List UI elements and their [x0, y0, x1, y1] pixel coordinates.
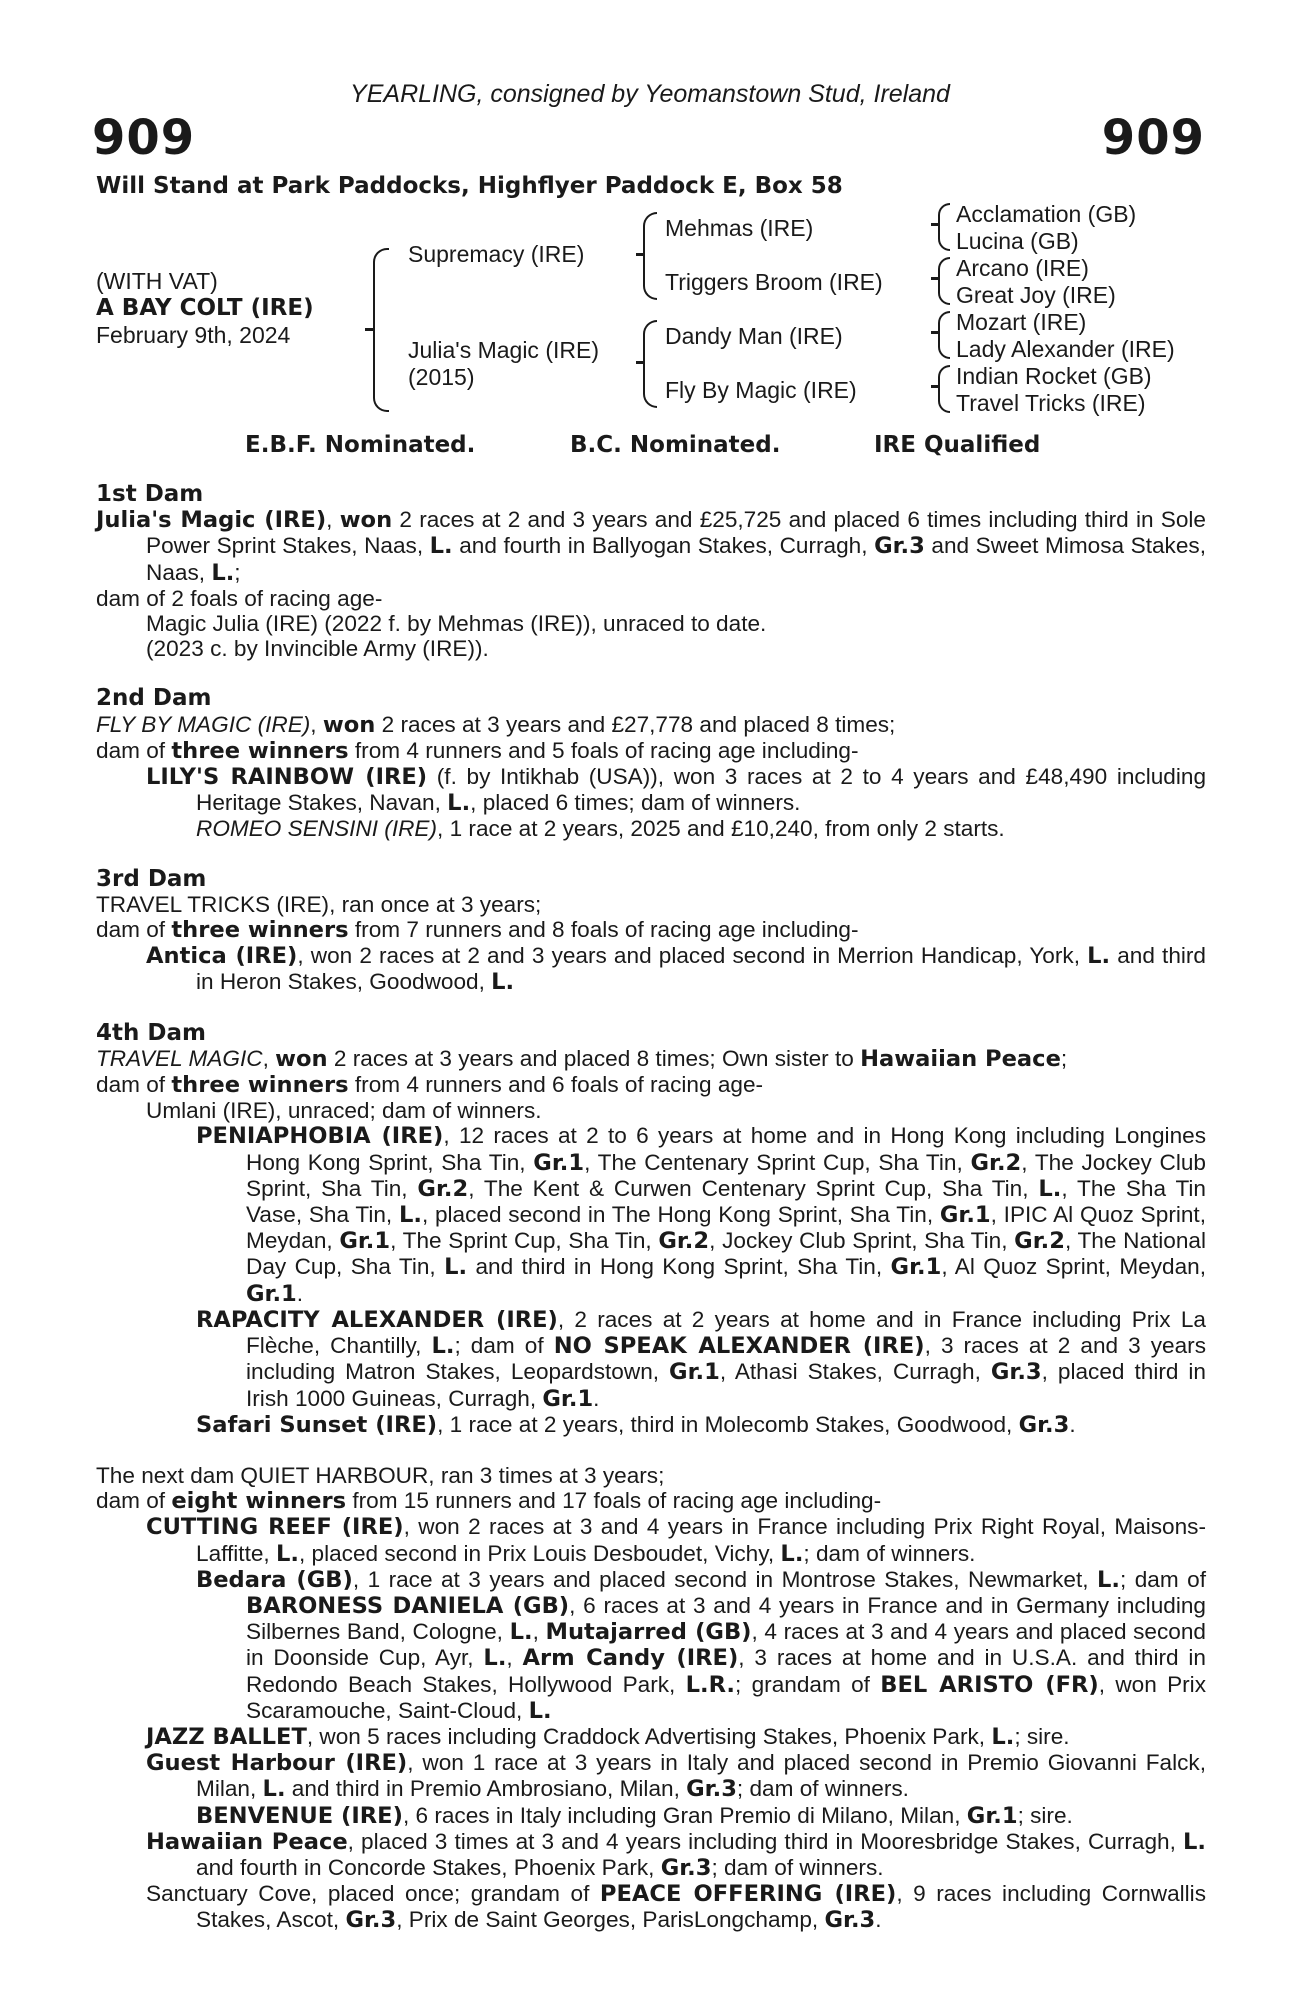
text: , won 5 races including Craddock Advertising Stakes, Phoenix Park,	[306, 1723, 992, 1749]
text: ;	[1060, 1045, 1068, 1071]
horse-name: BARONESS DANIELA (GB)	[246, 1592, 570, 1619]
text: , won 2 races at 3 and 4 years in France including Prix Right Royal, Maisons-Laffitte,	[196, 1514, 1207, 1566]
text: .	[593, 1385, 600, 1411]
text: , The Sha Tin Vase, Sha Tin,	[246, 1175, 1206, 1228]
horse-name: TRAVEL MAGIC	[96, 1045, 263, 1071]
winners-count: three winners	[171, 737, 349, 764]
fourth-dam-grandproduce-2	[96, 1307, 1206, 1412]
group-grade: Gr.1	[939, 1202, 991, 1229]
next-dam-produce-2	[96, 1724, 1206, 1750]
pedigree-brace-main	[373, 248, 389, 412]
pedigree-dam-sire: Dandy Man (IRE)	[665, 323, 843, 349]
pedigree-ddd: Travel Tricks (IRE)	[956, 390, 1146, 416]
pedigree-brace-sire-point	[636, 253, 645, 256]
text: , 1 race at 2 years, 2025 and £10,240, from only 2 starts.	[437, 816, 1005, 842]
text: and third in Heron Stakes, Goodwood,	[196, 943, 1206, 995]
horse-name: Arm Candy (IRE)	[522, 1645, 739, 1672]
text: ;	[234, 559, 241, 585]
text: and fourth in Ballyogan Stakes, Curragh,	[452, 533, 875, 559]
listed-grade: L.	[483, 1645, 507, 1672]
text: dam of	[96, 1488, 172, 1514]
first-dam-heading: 1st Dam	[96, 481, 204, 507]
group-grade: Gr.3	[824, 1907, 876, 1934]
listed-grade: L.	[211, 559, 235, 586]
horse-name: Guest Harbour (IRE)	[146, 1750, 408, 1777]
fourth-dam-record	[96, 1046, 1206, 1072]
text: ,	[310, 711, 323, 737]
spacer	[96, 661, 1206, 686]
consignor-line: YEARLING, consigned by Yeomanstown Stud, Ireland	[350, 80, 950, 108]
text: , The National Day Cup, Sha Tin,	[246, 1228, 1206, 1280]
winners-count: three winners	[171, 917, 349, 944]
ebf-nomination: E.B.F. Nominated.	[245, 432, 476, 458]
text: and third in Premio Ambrosiano, Milan,	[285, 1776, 687, 1802]
horse-name: BENVENUE (IRE)	[196, 1802, 403, 1829]
listed-grade: L.	[780, 1540, 804, 1567]
horse-name: ROMEO SENSINI (IRE)	[196, 816, 438, 842]
group-grade: Gr.2	[658, 1228, 710, 1255]
fourth-dam-heading: 4th Dam	[96, 1019, 206, 1046]
fourth-dam-section	[96, 1021, 1206, 1438]
won-label: won	[275, 1045, 328, 1072]
group-grade: Gr.2	[970, 1149, 1022, 1176]
ire-qualified: IRE Qualified	[874, 432, 1041, 458]
text: dam of	[96, 1072, 172, 1098]
text: 2 races at 3 years and placed 8 times; Own sister to	[327, 1045, 861, 1071]
spacer	[96, 842, 1206, 867]
text: and fourth in Concorde Stakes, Phoenix Park,	[196, 1854, 661, 1880]
group-grade: Gr.3	[990, 1359, 1042, 1386]
text: ; dam of	[1120, 1566, 1206, 1592]
text: , 6 races in Italy including Gran Premio di Milano, Milan,	[402, 1802, 967, 1828]
second-dam-produce-2	[96, 816, 1206, 841]
pedigree-brace-sd-point	[931, 277, 940, 280]
text: 2 races at 3 years and £27,778 and placed 8 times;	[375, 711, 896, 737]
text: .	[296, 1280, 304, 1306]
listed-grade: L.	[1183, 1828, 1206, 1855]
next-dam-produce-intro	[96, 1488, 1206, 1514]
third-dam-section	[96, 867, 1206, 996]
horse-name: Julia's Magic (IRE)	[96, 507, 327, 534]
text: , The Jockey Club Sprint, Sha Tin,	[246, 1149, 1206, 1201]
winners-count: eight winners	[171, 1488, 347, 1515]
text: Sanctuary Cove, placed once; grandam of	[146, 1881, 600, 1907]
fourth-dam-grandproduce-1	[96, 1123, 1206, 1306]
horse-name: PENIAPHOBIA (IRE)	[196, 1123, 444, 1150]
listed-grade: L.	[275, 1540, 299, 1567]
text: , 6 races at 3 and 4 years in France and in Germany including Silbernes Band, Cologne,	[246, 1592, 1206, 1645]
pedigree-notes	[96, 482, 1206, 1934]
text: , The Kent & Curwen Centenary Sprint Cup, Sha Tin,	[468, 1175, 1039, 1201]
group-grade: Gr.1	[339, 1228, 391, 1255]
group-grade: Gr.3	[1018, 1411, 1070, 1438]
first-dam-produce-intro: dam of 2 foals of racing age-	[96, 585, 383, 611]
pedigree-brace-main-point	[365, 328, 374, 331]
third-dam-record: TRAVEL TRICKS (IRE), ran once at 3 years;	[96, 891, 542, 917]
second-dam-record	[96, 712, 1206, 738]
horse-name: LILY'S RAINBOW (IRE)	[146, 764, 428, 791]
text: ,	[532, 1619, 546, 1645]
pedigree-brace-sire	[643, 212, 657, 300]
next-dam-grandproduce-2	[96, 1803, 1206, 1829]
text: , Jockey Club Sprint, Sha Tin,	[709, 1228, 1015, 1254]
pedigree-brace-dd-point	[931, 385, 940, 388]
text: , 4 races at 3 and 4 years and placed second in Doonside Cup, Ayr,	[246, 1619, 1206, 1671]
text: dam of	[96, 917, 172, 943]
stand-location: Will Stand at Park Paddocks, Highflyer Paddock E, Box 58	[96, 173, 843, 199]
text: , placed 6 times; dam of winners.	[470, 790, 801, 816]
pedigree-dsd: Lady Alexander (IRE)	[956, 336, 1175, 362]
text: from 7 runners and 8 foals of racing age including-	[348, 917, 859, 943]
text: ; dam of	[454, 1333, 554, 1359]
next-dam-produce-5	[96, 1881, 1206, 1933]
pedigree-brace-dam	[643, 320, 657, 408]
first-dam-produce-1: Magic Julia (IRE) (2022 f. by Mehmas (IRE)), unraced to date.	[146, 611, 767, 637]
next-dam-record: The next dam QUIET HARBOUR, ran 3 times at 3 years;	[96, 1462, 665, 1488]
listed-grade: L.	[509, 1619, 533, 1646]
pedigree-dss: Mozart (IRE)	[956, 309, 1087, 335]
winners-count: three winners	[171, 1072, 349, 1099]
fourth-dam-produce-1: Umlani (IRE), unraced; dam of winners.	[146, 1098, 542, 1124]
text: , won 2 races at 2 and 3 years and placed second in Merrion Handicap, York,	[297, 943, 1088, 969]
text: , 12 races at 2 to 6 years at home and in Hong Kong including Longines Hong Kong Sprint, Sha Tin,	[246, 1123, 1206, 1175]
text: , placed third in Irish 1000 Guineas, Curragh,	[246, 1359, 1207, 1411]
next-dam-grandproduce-1	[96, 1567, 1206, 1724]
text: ; sire.	[1017, 1802, 1073, 1828]
group-grade: Gr.3	[874, 533, 925, 560]
pedigree-sire: Supremacy (IRE)	[408, 241, 585, 267]
text: , placed 3 times at 3 and 4 years including third in Mooresbridge Stakes, Curragh,	[347, 1828, 1183, 1854]
listed-grade: L.R.	[685, 1671, 736, 1698]
group-grade: Gr.1	[533, 1149, 585, 1176]
next-dam-produce-4	[96, 1829, 1206, 1881]
text: , IPIC Al Quoz Sprint, Meydan,	[246, 1202, 1206, 1254]
group-grade: Gr.1	[246, 1280, 297, 1307]
group-grade: Gr.2	[417, 1175, 469, 1202]
text: , won Prix Scaramouche, Saint-Cloud,	[246, 1671, 1206, 1723]
text: , placed second in Prix Louis Desboudet, Vichy,	[298, 1540, 781, 1566]
text: , 1 race at 3 years and placed second in Montrose Stakes, Newmarket,	[352, 1566, 1098, 1592]
pedigree-brace-ds	[938, 311, 950, 359]
fourth-dam-grandproduce-3	[96, 1412, 1206, 1438]
text: ; dam of winners.	[736, 1776, 909, 1802]
vat-label: (WITH VAT)	[96, 268, 218, 294]
listed-grade: L.	[491, 969, 515, 996]
text: , placed second in The Hong Kong Sprint, Sha Tin,	[421, 1202, 940, 1228]
text: , The Centenary Sprint Cup, Sha Tin,	[584, 1149, 971, 1175]
text: dam of	[96, 737, 172, 763]
lot-number-right: 909	[1101, 110, 1205, 166]
won-label: won	[339, 507, 393, 534]
text: from 15 runners and 17 foals of racing age including-	[346, 1488, 882, 1514]
horse-name: Bedara (GB)	[196, 1566, 353, 1593]
lot-number-left: 909	[92, 110, 196, 166]
pedigree-ssd: Lucina (GB)	[956, 228, 1079, 254]
second-dam-heading: 2nd Dam	[96, 685, 212, 712]
text: and Sweet Mimosa Stakes, Naas,	[146, 533, 1206, 585]
group-grade: Gr.3	[345, 1907, 397, 1934]
pedigree-brace-dd	[938, 365, 950, 413]
pedigree-sss: Acclamation (GB)	[956, 201, 1137, 227]
text: , won 1 race at 3 years in Italy and placed second in Premio Giovanni Falck, Milan,	[196, 1750, 1207, 1802]
text: ,	[326, 507, 340, 533]
listed-grade: L.	[1097, 1566, 1120, 1593]
text: , The Sprint Cup, Sha Tin,	[390, 1228, 659, 1254]
text: , 3 races at home and in U.S.A. and third in Redondo Beach Stakes, Hollywood Park,	[246, 1645, 1206, 1697]
horse-name: BEL ARISTO (FR)	[880, 1671, 1099, 1698]
listed-grade: L.	[991, 1723, 1015, 1750]
horse-name: Antica (IRE)	[146, 943, 298, 970]
text: , Prix de Saint Georges, ParisLongchamp,	[396, 1907, 825, 1933]
pedigree-dds: Indian Rocket (GB)	[956, 363, 1152, 389]
text: ; sire.	[1014, 1723, 1070, 1749]
spacer	[96, 996, 1206, 1021]
text: , Al Quoz Sprint, Meydan,	[941, 1254, 1206, 1280]
pedigree-sire-dam: Triggers Broom (IRE)	[665, 269, 883, 295]
second-dam-produce-1	[96, 764, 1206, 816]
listed-grade: L.	[1087, 943, 1111, 970]
text: .	[875, 1907, 882, 1933]
bc-nomination: B.C. Nominated.	[570, 432, 781, 458]
won-label: won	[322, 711, 376, 738]
pedigree-sire-sire: Mehmas (IRE)	[665, 215, 814, 241]
horse-name: CUTTING REEF (IRE)	[146, 1514, 404, 1541]
fourth-dam-produce-intro	[96, 1072, 1206, 1098]
listed-grade: L.	[429, 533, 453, 560]
foaling-date: February 9th, 2024	[96, 322, 291, 348]
group-grade: Gr.1	[669, 1359, 720, 1386]
text: ; dam of winners.	[711, 1854, 884, 1880]
first-dam-produce-2: (2023 c. by Invincible Army (IRE)).	[146, 636, 489, 662]
horse-name: Safari Sunset (IRE)	[196, 1411, 438, 1438]
text: ,	[262, 1045, 276, 1071]
group-grade: Gr.1	[542, 1385, 594, 1412]
next-dam-produce-3	[96, 1750, 1206, 1802]
spacer	[96, 1438, 1206, 1463]
text: , 9 races including Cornwallis Stakes, Ascot,	[196, 1881, 1206, 1933]
horse-name: Mutajarred (GB)	[545, 1619, 752, 1646]
listed-grade: L.	[262, 1776, 286, 1803]
horse-name: RAPACITY ALEXANDER (IRE)	[196, 1306, 558, 1333]
listed-grade: L.	[444, 1254, 468, 1281]
group-grade: Gr.1	[890, 1254, 942, 1281]
text: from 4 runners and 6 foals of racing age-	[348, 1072, 764, 1098]
horse-name: FLY BY MAGIC (IRE)	[96, 711, 311, 737]
third-dam-heading: 3rd Dam	[96, 865, 207, 892]
horse-name: Hawaiian Peace	[146, 1828, 348, 1855]
first-dam-record	[96, 507, 1206, 586]
text: ; grandam of	[735, 1671, 881, 1697]
text: (f. by Intikhab (USA)), won 3 races at 2 to 4 years and £48,490 including Heritage Stakes, Navan,	[196, 764, 1207, 816]
pedigree-dam-year: (2015)	[408, 364, 475, 390]
horse-name: JAZZ BALLET	[146, 1723, 307, 1750]
horse-name: A BAY COLT (IRE)	[96, 295, 314, 321]
third-dam-produce-intro	[96, 917, 1206, 943]
text: and third in Hong Kong Sprint, Sha Tin,	[467, 1254, 891, 1280]
horse-name: PEACE OFFERING (IRE)	[599, 1881, 897, 1908]
listed-grade: L.	[528, 1697, 552, 1724]
text: , 2 races at 2 years at home and in France including Prix La Flèche, Chantilly,	[246, 1306, 1206, 1359]
listed-grade: L.	[431, 1333, 455, 1360]
group-grade: Gr.2	[1014, 1228, 1065, 1255]
text: ,	[506, 1645, 523, 1671]
next-dam-section	[96, 1463, 1206, 1934]
pedigree-dam: Julia's Magic (IRE)	[408, 337, 599, 363]
group-grade: Gr.3	[686, 1776, 737, 1803]
text: 2 races at 2 and 3 years and £25,725 and placed 6 times including third in Sole Power Sprint Stakes, Naas,	[146, 507, 1206, 559]
text: ; dam of winners.	[803, 1540, 976, 1566]
pedigree-dam-dam: Fly By Magic (IRE)	[665, 377, 857, 403]
next-dam-produce-1	[96, 1514, 1206, 1566]
pedigree-sdd: Great Joy (IRE)	[956, 282, 1116, 308]
text: , 3 races at 2 and 3 years including Matron Stakes, Leopardstown,	[246, 1333, 1207, 1385]
group-grade: Gr.1	[966, 1802, 1018, 1829]
listed-grade: L.	[398, 1202, 422, 1229]
first-dam-section	[96, 482, 1206, 661]
second-dam-produce-intro	[96, 738, 1206, 764]
horse-name: Hawaiian Peace	[860, 1045, 1061, 1072]
pedigree-sds: Arcano (IRE)	[956, 255, 1089, 281]
pedigree-brace-ss-point	[931, 223, 940, 226]
text: from 4 runners and 5 foals of racing age including-	[348, 737, 859, 763]
text: , 1 race at 2 years, third in Molecomb Stakes, Goodwood,	[437, 1411, 1019, 1437]
third-dam-produce-1	[96, 943, 1206, 995]
pedigree-brace-ss	[938, 203, 950, 251]
pedigree-brace-ds-point	[931, 331, 940, 334]
text: , Athasi Stakes, Curragh,	[719, 1359, 991, 1385]
pedigree-brace-dam-point	[636, 361, 645, 364]
listed-grade: L.	[1038, 1175, 1062, 1202]
second-dam-section	[96, 686, 1206, 841]
listed-grade: L.	[447, 790, 471, 817]
text: .	[1069, 1411, 1076, 1437]
horse-name: NO SPEAK ALEXANDER (IRE)	[553, 1333, 925, 1360]
group-grade: Gr.3	[660, 1854, 712, 1881]
pedigree-brace-sd	[938, 257, 950, 305]
